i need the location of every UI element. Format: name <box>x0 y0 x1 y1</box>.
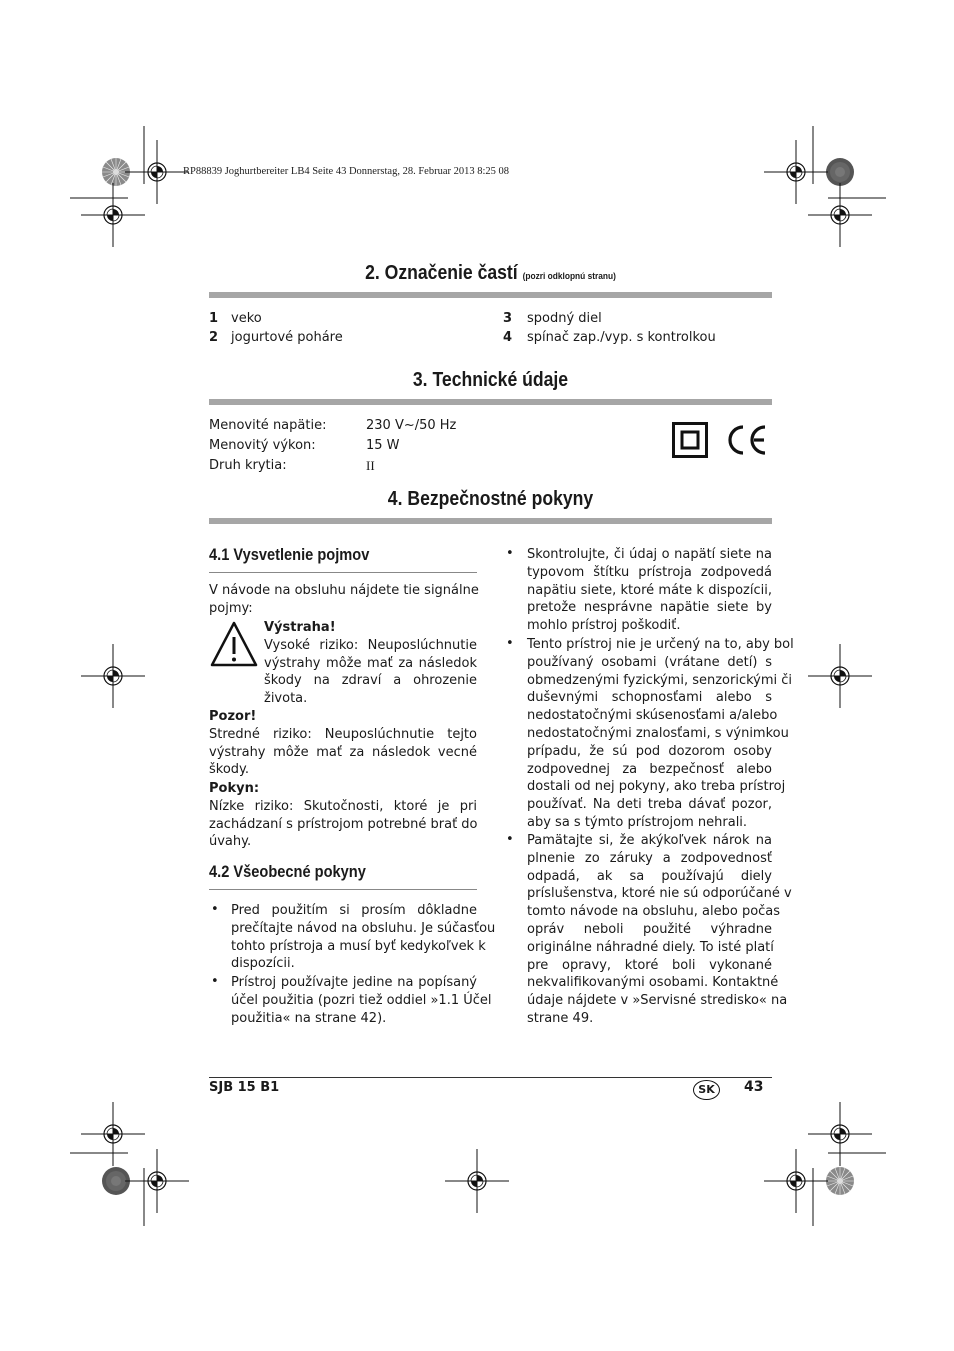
text-line: Skontrolujte, či údaj o napätí siete na <box>527 547 772 562</box>
spec-value: II <box>366 458 375 473</box>
text-line: obmedzenými fyzickými, senzorickými či <box>527 672 793 688</box>
part-item-1 <box>209 310 218 328</box>
sub42-title: 4.2 Všeobecné pokyny <box>209 862 366 881</box>
text-line: Nízke riziko: Skutočnosti, ktoré je pri <box>209 798 477 814</box>
sub41-intro <box>209 582 477 618</box>
text-line: duševnými schopnosťami alebo s <box>527 690 772 706</box>
spec-value: 15 W <box>366 438 400 453</box>
list-item <box>527 546 772 635</box>
ce-mark-icon <box>724 423 768 457</box>
bullet-dot: • <box>211 902 219 917</box>
text-line: odpadá, ak sa používajú diely <box>527 868 772 884</box>
text-line: plnenie zo záruky a zodpovednosť <box>527 850 772 866</box>
text-line: tomto návode na obsluhu, alebo počas <box>527 904 781 920</box>
section3-bar <box>209 399 772 405</box>
text-line: prečítajte návod na obsluhu. Je súčasťou <box>231 920 496 936</box>
text-line: použitia« na strane 42). <box>231 1010 387 1026</box>
text-line: pretože nesprávne napätie siete by <box>527 600 772 616</box>
part-label: jogurtové poháre <box>231 330 343 345</box>
part-number: 1 <box>209 311 219 326</box>
warning-triangle-icon <box>209 620 259 668</box>
text-line: úvahy. <box>209 834 252 850</box>
section2-heading <box>243 262 738 285</box>
text-line: zachádzaní s prístrojom potrebné brať do <box>209 816 478 832</box>
bullet-dot: • <box>506 832 514 847</box>
bullet-dot: • <box>506 546 514 561</box>
language-badge: SK <box>693 1080 720 1100</box>
text-line: prípadu, že sú pod dozorom osoby <box>527 743 772 759</box>
section2-bar <box>209 292 772 298</box>
text-line: aby sa s týmto prístrojom nehrali. <box>527 814 748 830</box>
note-title: Pokyn: <box>209 781 260 796</box>
text-line: nedostatočnými skúsenosťami a/alebo <box>527 708 778 724</box>
sub41-title: 4.1 Vysvetlenie pojmov <box>209 545 370 564</box>
text-line: strane 49. <box>527 1010 594 1026</box>
list-item <box>231 902 496 973</box>
text-line: života. <box>264 691 308 707</box>
text-line: zodpovednej za bezpečnosť alebo <box>527 761 772 777</box>
text-line: údaje nájdete v »Servisné stredisko« na <box>527 993 788 1009</box>
spec-value: 230 V~/50 Hz <box>366 418 457 433</box>
footer-model: SJB 15 B1 <box>209 1080 280 1095</box>
spec-label: Menovité napätie: <box>209 418 327 433</box>
text-line: opráv neboli použité výhradne <box>527 921 772 937</box>
text-line: Stredné riziko: Neuposlúchnutie tejto <box>209 726 477 742</box>
spec-label: Druh krytia: <box>209 458 287 473</box>
text-line: výstrahy môže mať za následok <box>264 655 477 671</box>
text-line: škody na zdraví a ohrozenie <box>264 673 477 689</box>
text-line: tohto prístroja a musí byť kedykoľvek k <box>231 938 486 954</box>
part-number: 4 <box>503 330 513 345</box>
footer-rule <box>209 1077 772 1078</box>
list-item <box>527 636 794 832</box>
warning-title: Výstraha! <box>264 620 336 635</box>
caution-title: Pozor! <box>209 709 257 724</box>
text-line: Pred použitím si prosím dôkladne <box>231 903 477 918</box>
list-item <box>231 974 492 1027</box>
text-line: V návode na obsluhu nájdete tie signálne <box>209 583 479 598</box>
text-line: mohlo prístroj poškodiť. <box>527 618 681 634</box>
part-item-2 <box>209 329 218 347</box>
text-line: nedostatočnými znalosťami, s výnimkou <box>527 725 789 741</box>
print-info-line: RP88839 Joghurtbereiter LB4 Seite 43 Donnerstag, 28. Februar 2013 8:25 08 <box>183 166 510 177</box>
text-line: účel použitia (pozri tiež oddiel »1.1 Účel <box>231 992 492 1008</box>
part-number: 2 <box>209 330 219 345</box>
text-line: pojmy: <box>209 600 253 616</box>
section2-subtitle: (pozri odklopnú stranu) <box>522 271 616 282</box>
bullet-dot: • <box>506 636 514 651</box>
text-line: Tento prístroj nie je určený na to, aby bol <box>527 637 794 652</box>
section2-title: 2. Označenie častí <box>365 262 518 284</box>
text-line: pre opravy, ktoré boli vykonané <box>527 957 772 973</box>
sub42-rule <box>209 889 477 890</box>
section3-title: 3. Technické údaje <box>412 369 569 391</box>
double-insulation-icon <box>672 422 708 458</box>
page-number: 43 <box>744 1079 764 1095</box>
section4-bar <box>209 518 772 524</box>
list-item <box>527 832 792 1028</box>
section4-title: 4. Bezpečnostné pokyny <box>387 488 594 510</box>
text-line: Vysoké riziko: Neuposlúchnutie <box>264 637 477 653</box>
text-line: Pamätajte si, že akýkoľvek nárok na <box>527 833 772 848</box>
text-line: napätiu siete, ktoré máte k dispozícii, <box>527 582 772 598</box>
part-label: veko <box>231 311 262 326</box>
text-line: príslušenstva, ktoré nie sú odporúčané v <box>527 886 792 902</box>
text-line: dostali od nej pokyny, ako treba prístroj <box>527 779 786 795</box>
text-line: výstrahy môže mať za následok vecné <box>209 744 477 760</box>
text-line: používať. Na deti treba dávať pozor, <box>527 797 772 813</box>
text-line: nekvalifikovanými osobami. Kontaktné <box>527 975 779 991</box>
bullet-dot: • <box>211 974 219 989</box>
spec-label: Menovitý výkon: <box>209 438 316 453</box>
text-line: typovom štítku prístroja zodpovedá <box>527 564 772 580</box>
part-number: 3 <box>503 311 513 326</box>
text-line: škody. <box>209 762 250 778</box>
text-line: Prístroj používajte jedine na popísaný <box>231 975 477 990</box>
note-block <box>209 780 477 851</box>
text-line: dispozícii. <box>231 956 295 972</box>
caution-block <box>209 708 477 779</box>
part-label: spínač zap./vyp. s kontrolkou <box>527 330 716 345</box>
sub41-rule <box>209 572 477 573</box>
part-label: spodný diel <box>527 311 602 326</box>
part-item-3 <box>503 310 512 328</box>
part-item-4 <box>503 329 512 347</box>
text-line: používaný osobami (vrátane detí) s <box>527 654 772 670</box>
text-line: originálne náhradné diely. To isté platí <box>527 939 774 955</box>
warning-block <box>264 619 477 708</box>
